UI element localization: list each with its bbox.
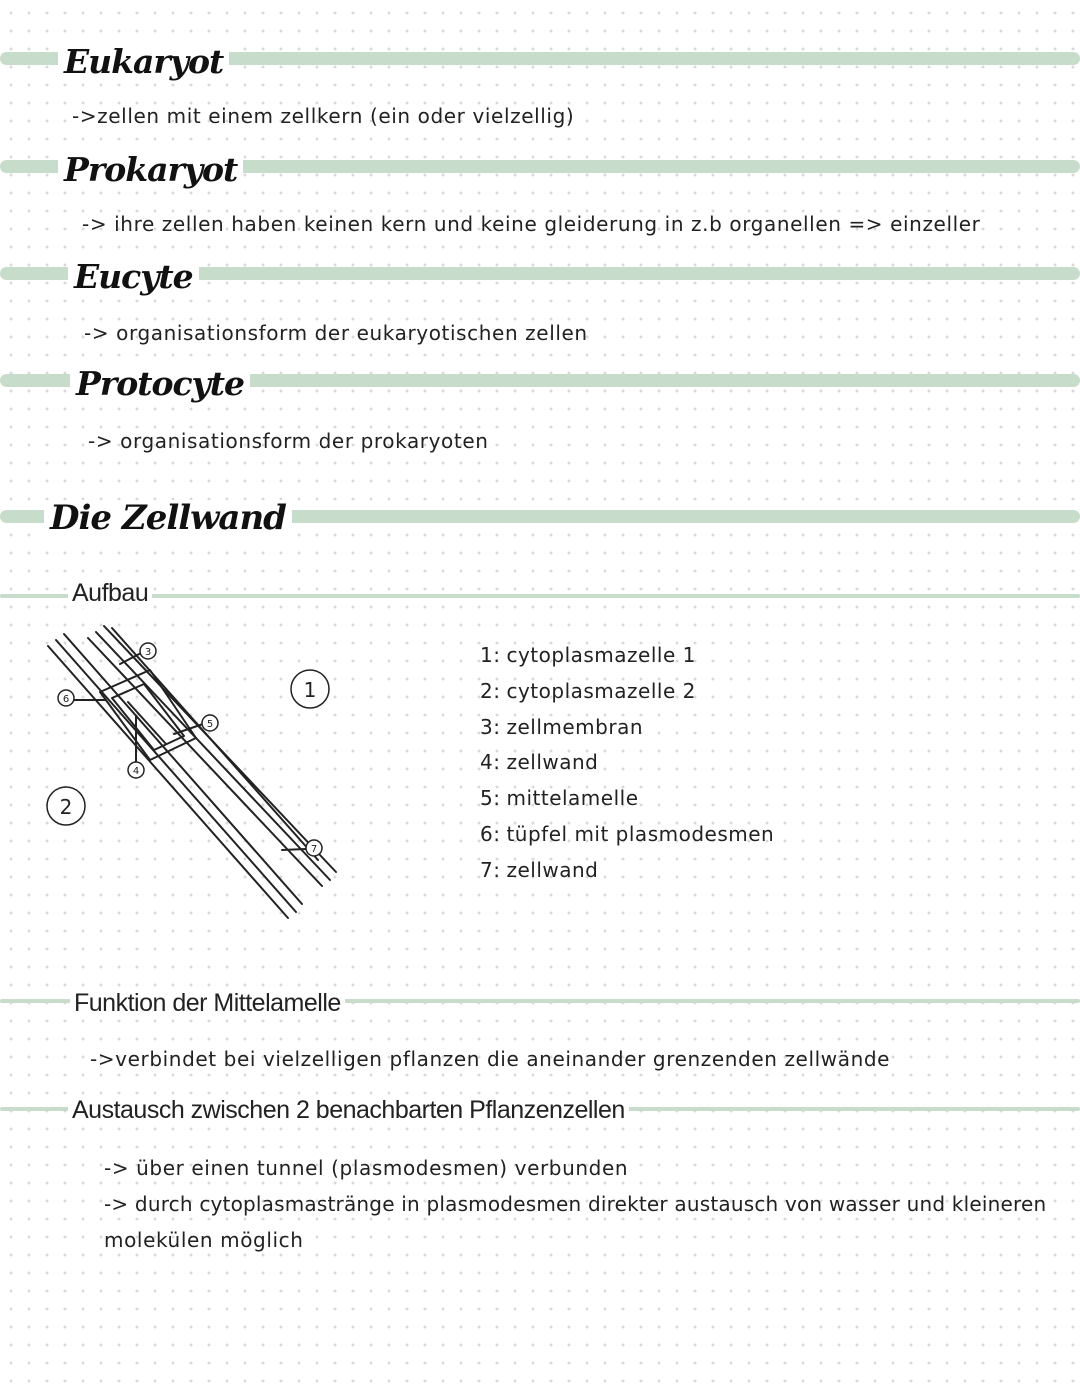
- funktion-heading: Funktion der Mittelamelle: [70, 988, 345, 1018]
- section-title: Die Zellwand: [44, 500, 292, 537]
- diagram-label-1: 1: [303, 678, 317, 702]
- legend-item: 5: mittelamelle: [480, 786, 639, 811]
- definition-protocyte: -> organisationsform der prokaryoten: [88, 429, 489, 453]
- definition-eucyte: -> organisationsform der eukaryotischen zellen: [84, 321, 588, 345]
- diagram-label-5: 5: [206, 719, 214, 730]
- austausch-line-1: -> über einen tunnel (plasmodesmen) verbunden: [104, 1156, 629, 1180]
- diagram-label-6: 6: [62, 694, 70, 705]
- term-eucyte: Eucyte: [68, 259, 199, 295]
- austausch-line-3: molekülen möglich: [104, 1228, 304, 1252]
- diagram-label-4: 4: [132, 766, 140, 777]
- term-protocyte: Protocyte: [70, 366, 250, 402]
- legend-item: 6: tüpfel mit plasmodesmen: [480, 821, 775, 846]
- austausch-heading: Austausch zwischen 2 benachbarten Pflanzenzellen: [68, 1095, 629, 1125]
- definition-eukaryot: ->zellen mit einem zellkern (ein oder vielzellig): [72, 104, 575, 128]
- definition-prokaryot: -> ihre zellen haben keinen kern und keine gleiderung in z.b organellen => einzeller: [82, 212, 981, 236]
- term-eukaryot: Eukaryot: [58, 44, 229, 80]
- funktion-text: ->verbindet bei vielzelligen pflanzen die aneinander grenzenden zellwände: [90, 1047, 891, 1071]
- term-prokaryot: Prokaryot: [58, 152, 243, 188]
- diagram-label-3: 3: [144, 647, 152, 658]
- legend-item: 3: zellmembran: [480, 714, 644, 739]
- diagram-label-7: 7: [310, 844, 318, 855]
- diagram-label-2: 2: [59, 795, 73, 819]
- aufbau-heading: Aufbau: [68, 578, 152, 608]
- diagram-legend: [480, 640, 774, 891]
- legend-item: 7: zellwand: [480, 857, 599, 882]
- legend-item: 1: cytoplasmazelle 1: [480, 643, 696, 667]
- legend-item: 4: zellwand: [480, 750, 599, 775]
- legend-item: 2: cytoplasmazelle 2: [480, 678, 696, 703]
- austausch-line-2: -> durch cytoplasmastränge in plasmodesmen direkter austausch von wasser und kleineren: [104, 1192, 1047, 1216]
